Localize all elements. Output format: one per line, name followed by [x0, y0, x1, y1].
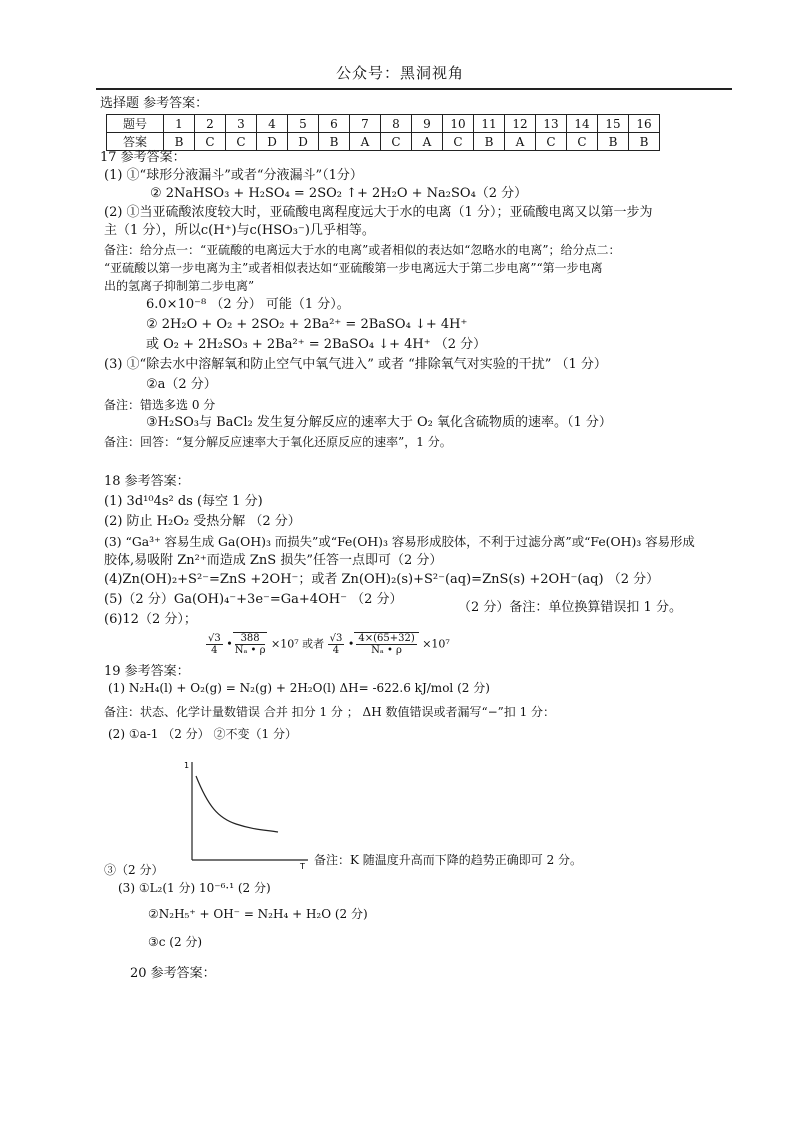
- table-cell: 10: [443, 115, 474, 133]
- q17-equation: 或 O₂ + 2H₂SO₃ + 2Ba²⁺ = 2BaSO₄ ↓+ 4H⁺ （2 分）: [146, 337, 487, 352]
- table-cell: D: [257, 133, 288, 151]
- formula-root: $\frac{388}{\text{Nₐ • ρ}}$: [234, 633, 266, 656]
- table-cell: 7: [350, 115, 381, 133]
- table-cell: 15: [598, 115, 629, 133]
- table-cell: D: [288, 133, 319, 151]
- table-cell: B: [474, 133, 505, 151]
- table-cell: A: [505, 133, 536, 151]
- q18-line: (2) 防止 H₂O₂ 受热分解 （2 分）: [104, 514, 301, 529]
- q18-note: （2 分）备注：单位换算错误扣 1 分。: [458, 600, 682, 615]
- table-cell: 8: [381, 115, 412, 133]
- q18-line: 胶体,易吸附 Zn²⁺而造成 ZnS 损失”任答一点即可（2 分）: [104, 553, 443, 568]
- table-cell: 5: [288, 115, 319, 133]
- table-cell: C: [226, 133, 257, 151]
- q19-graph-note: 备注：K 随温度升高而下降的趋势正确即可 2 分。: [314, 853, 583, 867]
- q18-line: (6)12（2 分）；: [104, 612, 197, 627]
- table-cell: B: [598, 133, 629, 151]
- q17-equation: ② 2H₂O + O₂ + 2SO₂ + 2Ba²⁺ = 2BaSO₄ ↓+ 4H⁺: [146, 317, 468, 332]
- q18-equation: (4)Zn(OH)₂+S²⁻=ZnS +2OH⁻；或者 Zn(OH)₂(s)+S²⁻(aq)=ZnS(s) +2OH⁻(aq) （2 分）: [104, 572, 660, 587]
- table-cell: B: [319, 133, 350, 151]
- q19-equation: (1) N₂H₄(l) + O₂(g) = N₂(g) + 2H₂O(l) ΔH= -622.6 kJ/mol (2 分): [108, 681, 490, 695]
- table-cell: 12: [505, 115, 536, 133]
- q17-line: (3) ①“除去水中溶解氧和防止空气中氧气进入” 或者 “排除氧气对实验的干扰” （1 分）: [104, 357, 607, 372]
- table-cell: 2: [195, 115, 226, 133]
- q17-title: 17 参考答案：: [100, 150, 186, 165]
- q19-note: 备注：状态、化学计量数错误 合并 扣分 1 分 ； ΔH 数值错误或者漏写“−”扣 1 分：: [104, 705, 556, 719]
- q19-title: 19 参考答案：: [104, 664, 190, 679]
- q19-line: ③c (2 分): [148, 935, 203, 949]
- table-cell: 14: [567, 115, 598, 133]
- q18-title: 18 参考答案：: [104, 474, 190, 489]
- q17-note: 出的氢离子抑制第二步电离”: [104, 279, 255, 293]
- q20-title: 20 参考答案：: [130, 966, 216, 981]
- q19-line: (2) ①a-1 （2 分） ②不变（1 分）: [108, 727, 297, 741]
- q17-line: 主（1 分），所以c(H⁺)与c(HSO₃⁻)几乎相等。: [104, 223, 375, 238]
- q17-note: “亚硫酸以第一步电离为主”或者相似表达如“亚硫酸第一步电离远大于第二步电离”“第一步电离: [104, 261, 603, 275]
- q17-line: (2) ①当亚硫酸浓度较大时，亚硫酸电离程度远大于水的电离（1 分）；亚硫酸电离又以第一步为: [104, 205, 653, 220]
- table-cell: 4: [257, 115, 288, 133]
- q17-note: 备注：错选多选 0 分: [104, 398, 216, 412]
- table-cell: C: [381, 133, 412, 151]
- header-rule: [96, 88, 732, 90]
- row-label-answer: 答案: [107, 133, 164, 151]
- table-cell: 11: [474, 115, 505, 133]
- table-cell: B: [164, 133, 195, 151]
- page-header-title: 公众号：黑洞视角: [335, 64, 464, 82]
- table-row-answers: [107, 133, 660, 151]
- q17-note: 备注：给分点一：“亚硫酸的电离远大于水的电离”或者相似的表达如“忽略水的电离”；给分点二：: [104, 243, 621, 257]
- table-cell: 13: [536, 115, 567, 133]
- x-axis-label: T: [300, 862, 305, 870]
- q17-line: 6.0×10⁻⁸ （2 分） 可能（1 分）。: [146, 297, 350, 312]
- q17-line: (1) ①“球形分液漏斗”或者“分液漏斗”（1分）: [104, 168, 363, 183]
- row-label-question: 题号: [107, 115, 164, 133]
- q17-line: ③H₂SO₃与 BaCl₂ 发生复分解反应的速率大于 O₂ 氧化含硫物质的速率。（1 分）: [146, 415, 612, 430]
- choice-title: 选择题 参考答案：: [100, 96, 209, 111]
- table-cell: B: [629, 133, 660, 151]
- decreasing-curve: [196, 776, 278, 832]
- table-cell: A: [412, 133, 443, 151]
- table-cell: 9: [412, 115, 443, 133]
- q19-line: ③（2 分）: [104, 863, 164, 877]
- k-vs-temperature-sketch: [180, 758, 320, 870]
- q18-line: (1) 3d¹⁰4s² ds (每空 1 分): [104, 494, 263, 509]
- table-cell: 6: [319, 115, 350, 133]
- y-axis-label: 1: [184, 761, 190, 770]
- formula-coef: $\frac{√3}{4}$: [329, 633, 343, 656]
- q17-line: ②a（2 分）: [146, 377, 217, 392]
- q19-line: (3) ①L₂(1 分) 10⁻⁶·¹ (2 分): [118, 881, 271, 895]
- q17-note: 备注：回答：“复分解反应速率大于氧化还原反应的速率”，1 分。: [104, 435, 452, 449]
- q18-line: (3) “Ga³⁺ 容易生成 Ga(OH)₃ 而损失”或“Fe(OH)₃ 容易形成胶体，不利于过滤分离”或“Fe(OH)₃ 容易形成: [104, 534, 695, 549]
- table-cell: 3: [226, 115, 257, 133]
- table-cell: 1: [164, 115, 195, 133]
- table-cell: 16: [629, 115, 660, 133]
- q18-formula: $\frac{√3}{4}$ • $\frac{388}{\text{Nₐ • ρ}} \times 10^7$ 或者 $\frac{√3}{4}$ • $\frac{4\times(65+32)}{\text{Nₐ • ρ}} \times 10^7$: [208, 633, 450, 656]
- formula-root: $\frac{4\times(65+32)}{\text{Nₐ • ρ}}$: [354, 632, 418, 656]
- table-row-numbers: [107, 115, 660, 133]
- choice-answer-table: [106, 114, 660, 151]
- table-cell: C: [567, 133, 598, 151]
- formula-tail: ×10⁷ 或者: [270, 637, 325, 651]
- table-cell: C: [536, 133, 567, 151]
- q17-line: ② 2NaHSO₃ + H₂SO₄ = 2SO₂ ↑+ 2H₂O + Na₂SO₄（2 分）: [150, 186, 528, 201]
- table-cell: C: [443, 133, 474, 151]
- q18-equation: (5)（2 分）Ga(OH)₄⁻+3e⁻=Ga+4OH⁻ （2 分）: [104, 592, 403, 607]
- table-cell: C: [195, 133, 226, 151]
- table-cell: A: [350, 133, 381, 151]
- formula-tail: ×10⁷: [422, 637, 450, 651]
- formula-coef: $\frac{√3}{4}$: [208, 633, 221, 656]
- q19-equation: ②N₂H₅⁺ + OH⁻ = N₂H₄ + H₂O (2 分): [148, 907, 368, 921]
